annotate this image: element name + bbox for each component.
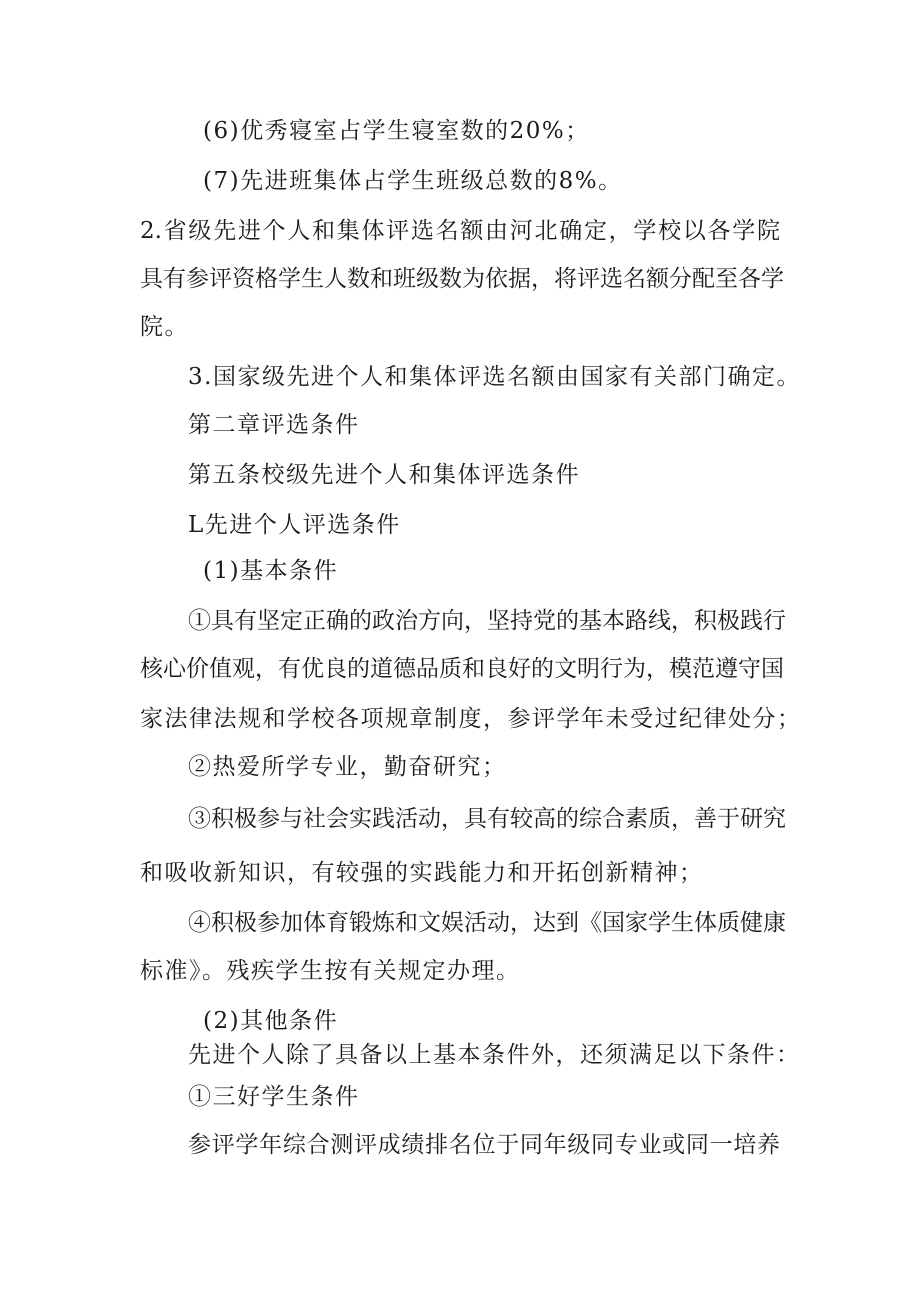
text-line-4: 具有参评资格学生人数和班级数为依据，将评选名额分配至各学	[140, 266, 784, 292]
text-line-17: ④积极参加体育锻炼和文娱活动，达到《国家学生体质健康	[188, 910, 786, 936]
chapter-heading: 第二章评选条件	[188, 412, 360, 438]
text-line-6: 3.国家级先进个人和集体评选名额由国家有关部门确定。	[188, 364, 801, 390]
text-line-2: (7)先进班集体占学生班级总数的8%。	[203, 168, 623, 194]
article-heading: 第五条校级先进个人和集体评选条件	[188, 462, 580, 488]
text-line-21: ①三好学生条件	[188, 1084, 360, 1110]
text-line-5: 院。	[140, 314, 189, 340]
text-line-16: 和吸收新知识，有较强的实践能力和开拓创新精神；	[140, 860, 704, 886]
text-line-1: (6)优秀寝室占学生寝室数的20%；	[203, 118, 590, 144]
text-line-3: 2.省级先进个人和集体评选名额由河北确定，学校以各学院	[140, 218, 780, 244]
text-line-20: 先进个人除了具备以上基本条件外，还须满足以下条件：	[188, 1042, 801, 1068]
text-line-22: 参评学年综合测评成绩排名位于同年级同专业或同一培养	[188, 1132, 780, 1158]
text-line-15: ③积极参与社会实践活动，具有较高的综合素质，善于研究	[188, 806, 786, 832]
text-line-11: ①具有坚定正确的政治方向，坚持党的基本路线，积极践行	[188, 608, 786, 634]
text-line-18: 标准》。残疾学生按有关规定办理。	[140, 958, 521, 984]
section-heading: L先进个人评选条件	[188, 512, 401, 538]
text-line-12: 核心价值观，有优良的道德品质和良好的文明行为，模范遵守国	[140, 656, 784, 682]
text-line-14: ②热爱所学专业，勤奋研究；	[188, 754, 507, 780]
text-line-13: 家法律法规和学校各项规章制度，参评学年未受过纪律处分；	[140, 706, 802, 732]
subsection-heading-2: (2)其他条件	[203, 1008, 339, 1034]
subsection-heading: (1)基本条件	[203, 558, 339, 584]
